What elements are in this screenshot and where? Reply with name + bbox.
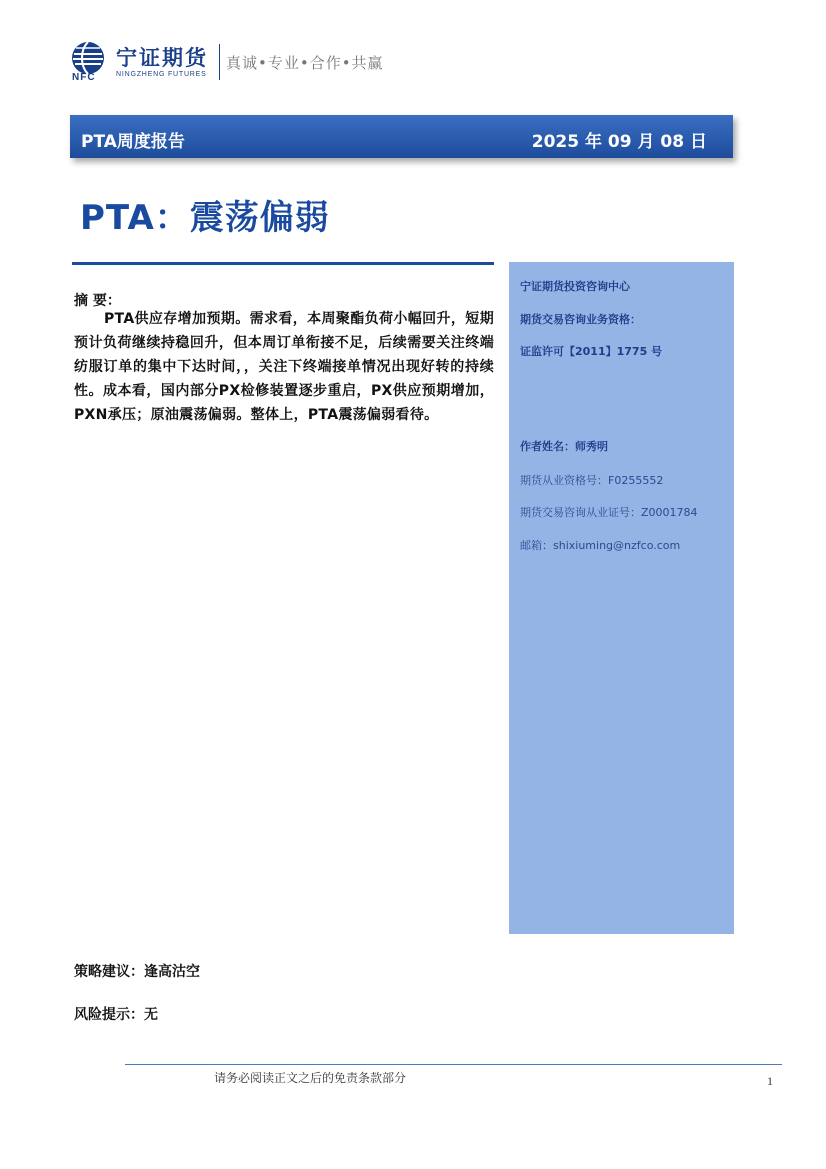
sidebar-author: 作者姓名：师秀明 xyxy=(520,440,608,453)
abstract-label: 摘 要： xyxy=(74,293,121,309)
company-slogan: 真诚•专业•合作•共赢 xyxy=(226,54,384,72)
footer-divider xyxy=(125,1064,782,1065)
globe-logo-icon xyxy=(70,40,106,76)
sidebar-license: 证监许可【2011】1775 号 xyxy=(520,345,663,358)
abstract-text: PTA供应存增加预期。需求看，本周聚酯负荷小幅回升，短期预计负荷继续持稳回升，但本周订单衔接不足，后续需要关注终端纺服订单的集中下达时间，，关注下终端接单情况出现好转的持续性。成本看，国内部分PX检修装置逐步重启，PX供应预期增加，PXN承压；原油震荡偏弱。整体上，PTA震荡偏弱看待。 xyxy=(74,311,494,423)
title-divider xyxy=(72,262,494,265)
company-logo xyxy=(70,40,410,85)
sidebar-qualification-label: 期货交易咨询业务资格： xyxy=(520,313,641,326)
logo-english-name: NINGZHENG FUTURES xyxy=(116,71,207,78)
report-type: PTA周度报告 xyxy=(81,132,185,152)
info-sidebar xyxy=(509,262,734,934)
footer-disclaimer: 请务必阅读正文之后的免责条款部分 xyxy=(214,1071,407,1085)
page-title: PTA：震荡偏弱 xyxy=(80,198,330,238)
risk-notice: 风险提示：无 xyxy=(74,1007,158,1023)
strategy-advice: 策略建议：逢高沽空 xyxy=(74,964,200,980)
sidebar-advisor-no: 期货交易咨询从业证号：Z0001784 xyxy=(520,506,698,519)
sidebar-org: 宁证期货投资咨询中心 xyxy=(520,280,630,293)
logo-abbreviation: NFC xyxy=(72,72,96,83)
logo-divider xyxy=(219,44,220,80)
logo-company-name: 宁证期货 xyxy=(116,46,208,70)
page-number: 1 xyxy=(767,1074,773,1088)
report-header-band xyxy=(70,115,733,158)
sidebar-cert-no: 期货从业资格号：F0255552 xyxy=(520,474,664,487)
report-date: 2025 年 09 月 08 日 xyxy=(531,132,707,152)
sidebar-email: 邮箱：shixiuming@nzfco.com xyxy=(520,539,681,552)
